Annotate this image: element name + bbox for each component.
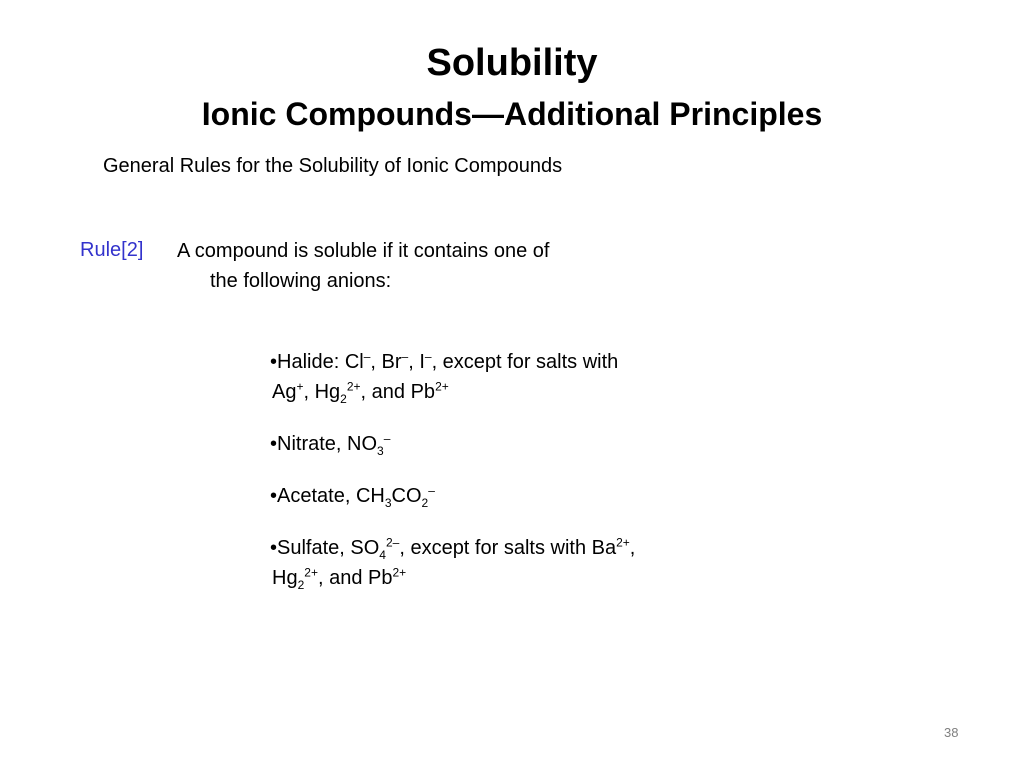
slide-title: Solubility (426, 42, 598, 84)
ion-hg: , Hg (303, 381, 341, 403)
halide-br: , Br (370, 351, 402, 373)
sulfate-exception-ions (270, 563, 730, 593)
slide-subtitle: Ionic Compounds—Additional Principles (201, 96, 823, 132)
bullet-nitrate (270, 429, 730, 459)
halide-exception-ions (270, 377, 730, 407)
charge-no3: – (383, 431, 391, 446)
charge-ba: 2+ (616, 535, 630, 550)
charge-br: – (401, 349, 409, 364)
rule-text-line2: the following anions: (210, 270, 392, 292)
rule-label: Rule[2] (80, 239, 144, 261)
ion-pb: , and Pb (360, 381, 436, 403)
section-heading: General Rules for the Solubility of Ionic Compounds (103, 155, 563, 177)
ion-pb-sulfate: , and Pb (317, 567, 393, 589)
sulfate-exception: , except for salts with Ba (399, 537, 617, 559)
rule-text-line1: A compound is soluble if it contains one of (177, 240, 550, 262)
acetate-co: CO (391, 485, 422, 507)
bullet-sulfate (270, 533, 730, 593)
subscript-hg: 2 (340, 392, 347, 406)
charge-cl: – (363, 349, 371, 364)
subscript-co2: 2 (421, 496, 429, 510)
halide-i: , I (408, 351, 425, 373)
halide-exception: , except for salts with (431, 351, 619, 373)
anion-list (270, 347, 730, 615)
bullet-halide (270, 347, 730, 407)
ion-ag: Ag (272, 381, 297, 403)
subscript-no3: 3 (377, 444, 384, 458)
acetate-text: •Acetate, CH (270, 485, 385, 507)
nitrate-text: •Nitrate, NO (270, 433, 378, 455)
subscript-hg-sulfate: 2 (297, 578, 305, 592)
charge-hg-sulfate: 2+ (304, 565, 318, 580)
charge-pb-sulfate: 2+ (392, 565, 407, 580)
rule-text (177, 236, 637, 296)
charge-i: – (424, 349, 432, 364)
subscript-so4: 4 (379, 548, 386, 562)
subscript-ch3: 3 (384, 496, 392, 510)
sulfate-text: •Sulfate, SO (270, 537, 380, 559)
bullet-acetate (270, 481, 730, 511)
charge-acetate: – (428, 483, 435, 498)
charge-pb: 2+ (435, 379, 449, 394)
page-number: 38 (944, 725, 959, 740)
ion-hg-sulfate: Hg (272, 567, 298, 589)
charge-hg: 2+ (346, 379, 361, 394)
halide-prefix: •Halide: Cl (270, 351, 364, 373)
charge-so4: 2– (385, 535, 400, 550)
charge-ag: + (296, 379, 304, 394)
sulfate-comma: , (629, 537, 636, 559)
